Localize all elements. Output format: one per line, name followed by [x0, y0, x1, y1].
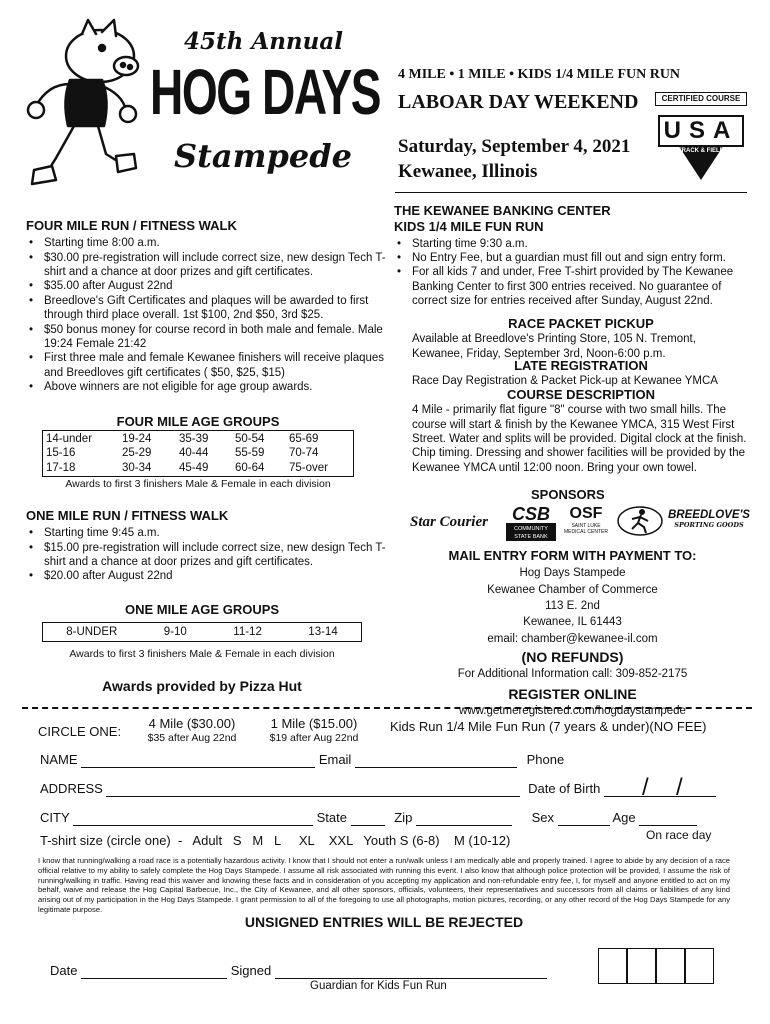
- mail-section: [395, 548, 750, 718]
- city-field[interactable]: [73, 814, 313, 826]
- csb-letters: CSB: [506, 505, 556, 525]
- header-divider: [395, 192, 747, 193]
- signature-field[interactable]: [275, 967, 547, 979]
- state-field[interactable]: [351, 814, 385, 826]
- breedloves-sub: SPORTING GOODS: [674, 521, 744, 529]
- name-row: [40, 752, 564, 768]
- list-item: • Starting time 8:00 a.m.: [26, 236, 386, 250]
- mail-heading: MAIL ENTRY FORM WITH PAYMENT TO:: [448, 548, 697, 563]
- list-item: • Above winners are not eligible for age group awards.: [26, 380, 386, 394]
- option-1-mile-label: 1 Mile ($15.00): [270, 716, 358, 731]
- signed-label: Signed: [230, 963, 272, 978]
- age-group: 8-UNDER: [66, 626, 118, 638]
- sex-label: Sex: [531, 810, 554, 825]
- sponsors-heading: SPONSORS: [531, 487, 605, 502]
- list-item: • $35.00 after August 22nd: [26, 279, 386, 293]
- age-note: On race day: [646, 828, 712, 842]
- option-1-mile-late: $19 after Aug 22nd: [269, 732, 359, 745]
- four-mile-heading: FOUR MILE RUN / FITNESS WALK: [26, 218, 237, 233]
- late-section: [412, 358, 750, 389]
- packet-heading: RACE PACKET PICKUP: [508, 316, 654, 331]
- office-use-box: [627, 948, 656, 984]
- table-row: [46, 446, 350, 460]
- packet-section: [412, 316, 750, 361]
- table-cell: 75-over: [289, 461, 328, 474]
- list-item: • Breedlove's Gift Certificates and plaques will be awarded to first through third place overall. 1st $100, 2nd $50, 3rd $25.: [26, 294, 386, 323]
- dob-slash: /: [642, 774, 649, 802]
- unsigned-warning: UNSIGNED ENTRIES WILL BE REJECTED: [244, 914, 524, 930]
- address-row: [40, 774, 716, 802]
- kids-bullets: [394, 237, 750, 309]
- address-field[interactable]: [106, 785, 520, 797]
- dob-label: Date of Birth: [528, 781, 601, 796]
- age-label: Age: [612, 810, 636, 825]
- table-row: [46, 461, 350, 475]
- csb-name: COMMUNITY STATE BANK: [506, 525, 556, 541]
- four-mile-bullets: [26, 236, 386, 394]
- option-4-mile[interactable]: [140, 716, 244, 745]
- four-mile-age-table: [42, 430, 354, 477]
- table-cell: 65-69: [289, 433, 319, 445]
- info-phone: For Additional Information call: 309-852-2175: [457, 667, 688, 680]
- osf-letters: OSF: [569, 505, 603, 522]
- event-location: Kewanee, Illinois: [398, 161, 538, 182]
- dob-field[interactable]: [604, 774, 716, 802]
- guardian-label: Guardian for Kids Fun Run: [310, 980, 447, 992]
- list-item: • $50 bonus money for course record in both male and female. Male 19:24 Female 21:42: [26, 323, 386, 352]
- one-mile-section: [26, 508, 386, 584]
- table-cell: 17-18: [46, 461, 76, 474]
- table-cell: 19-24: [122, 433, 152, 445]
- one-mile-heading: ONE MILE RUN / FITNESS WALK: [26, 508, 229, 523]
- one-mile-age-table: [42, 622, 362, 642]
- mail-email: email: chamber@kewanee-il.com: [487, 632, 658, 645]
- table-cell: 50-54: [235, 433, 265, 445]
- sex-field[interactable]: [558, 814, 610, 826]
- late-heading: LATE REGISTRATION: [514, 358, 648, 373]
- mail-line: Kewanee, IL 61443: [523, 616, 622, 629]
- one-mile-awards-note: Awards to first 3 finishers Male & Female in each division: [69, 648, 335, 660]
- email-field[interactable]: [355, 756, 517, 768]
- annual-label: 45th Annual: [184, 28, 344, 55]
- table-cell: 55-59: [235, 447, 265, 460]
- mail-line: Kewanee Chamber of Commerce: [487, 583, 658, 596]
- runner-logo: [616, 503, 664, 543]
- option-1-mile[interactable]: [262, 716, 366, 745]
- csb-logo: [506, 505, 556, 541]
- signature-row: [50, 963, 547, 979]
- kids-heading-sponsor: THE KEWANEE BANKING CENTER: [394, 203, 611, 218]
- table-cell: 15-16: [46, 447, 76, 460]
- table-cell: 35-39: [179, 433, 209, 445]
- course-text: 4 Mile - primarily flat figure "8" course with two small hills. The course will start & finish by the Kewanee YMCA, 315 West First Street. Water and splits will be provided. Digital clock at the finish. Chip timing. Dressing and shower facilities will be provided by the Kewanee YMCA until 12:00 noon. Bring your own towel.: [412, 404, 747, 474]
- course-heading: COURSE DESCRIPTION: [506, 387, 656, 402]
- option-kids-run[interactable]: Kids Run 1/4 Mile Fun Run (7 years & under)(NO FEE): [390, 719, 707, 734]
- zip-label: Zip: [394, 810, 413, 825]
- office-use-box: [598, 948, 627, 984]
- four-mile-age-heading: FOUR MILE AGE GROUPS: [116, 414, 280, 429]
- list-item: • $30.00 pre-registration will include correct size, new design Tech T-shirt and a chance at door prizes and gift certificates.: [26, 251, 386, 280]
- packet-text: Available at Breedlove's Printing Store, 105 N. Tremont, Kewanee, Friday, September 3rd, Noon-6:00 p.m.: [412, 333, 696, 360]
- course-section: [412, 387, 750, 475]
- table-cell: 14-under: [46, 433, 93, 445]
- list-item: • Starting time 9:30 a.m.: [394, 237, 750, 251]
- circle-one-label: CIRCLE ONE:: [38, 724, 122, 739]
- email-label: Email: [318, 752, 352, 767]
- table-cell: 40-44: [179, 447, 209, 460]
- mail-line: 113 E. 2nd: [545, 600, 600, 612]
- pizza-hut-credit: Awards provided by Pizza Hut: [102, 678, 302, 694]
- four-mile-section: [26, 218, 386, 394]
- list-item: • No Entry Fee, but a guardian must fill out and sign entry form.: [394, 251, 750, 265]
- register-url[interactable]: www.getmeregistered.com/hogdaystampede: [459, 704, 686, 717]
- hog-mascot: [22, 14, 150, 192]
- event-title: HOG DAYS: [150, 56, 381, 128]
- kids-heading: KIDS 1/4 MILE FUN RUN: [394, 219, 544, 235]
- state-label: State: [316, 810, 347, 825]
- age-group: 11-12: [233, 626, 262, 638]
- table-cell: 25-29: [122, 447, 152, 460]
- four-mile-awards-note: Awards to first 3 finishers Male & Female in each division: [65, 478, 331, 490]
- list-item: • $15.00 pre-registration will include correct size, new design Tech T-shirt and a chance at door prizes and gift certificates.: [26, 541, 386, 570]
- age-field[interactable]: [639, 814, 697, 826]
- option-4-mile-late: $35 after Aug 22nd: [147, 732, 237, 745]
- osf-logo: [560, 505, 612, 535]
- date-label: Date: [50, 963, 78, 978]
- city-label: CITY: [40, 810, 70, 825]
- one-mile-bullets: [26, 526, 386, 584]
- cut-line: [22, 707, 752, 709]
- sponsor-logos: [410, 503, 750, 543]
- table-cell: 60-64: [235, 461, 265, 474]
- breedloves-logo: [668, 509, 750, 529]
- date-field[interactable]: [81, 967, 227, 979]
- table-cell: 70-74: [289, 447, 319, 460]
- name-field[interactable]: [81, 756, 315, 768]
- phone-label: Phone: [526, 752, 565, 767]
- mail-line: Hog Days Stampede: [519, 567, 626, 580]
- dob-slash: /: [676, 774, 683, 802]
- table-row: [46, 432, 350, 446]
- register-online-heading: REGISTER ONLINE: [508, 686, 637, 702]
- age-group: 9-10: [163, 626, 187, 638]
- table-cell: 30-34: [122, 461, 152, 474]
- event-date: Saturday, September 4, 2021: [398, 136, 631, 157]
- no-refunds: (NO REFUNDS): [521, 649, 624, 666]
- usa-letters: USA: [663, 117, 739, 144]
- option-4-mile-label: 4 Mile ($30.00): [148, 716, 236, 731]
- late-text: Race Day Registration & Packet Pick-up at Kewanee YMCA: [412, 375, 718, 388]
- address-label: ADDRESS: [40, 781, 103, 796]
- track-field-label: TRACK & FIELD: [678, 148, 724, 154]
- waiver-text: I know that running/walking a road race is a potentially hazardous activity. I know that I should not enter a run/walk unless I am medically able and properly trained. I agree to abide by any decision of a race official relative to my ability to safely complete the Hog Days Stampede. I assume all risk associated with running this event. I also know that although police protection will be provided, I assume the risk of running/walking in traffic. Having read this waiver and knowing these facts and in consideration of you accepting my application and non-refundable entry fee, I, for myself and anyone entitled to act on my behalf, waive and release the Hog Capital Barbecue, Inc., the City of Kewanee, and all other sponsors, officials, volunteers, their representatives and successors from all claims or liabilities of any kind arising out of my participation in the Hog Days Stampede. I grant permission to all of the foregoing to use all photographs, motion pictures, recording, or any other record of the Hog Days Stampede for any legitimate purpose.: [38, 856, 730, 914]
- name-label: NAME: [40, 752, 78, 767]
- one-mile-age-heading: ONE MILE AGE GROUPS: [124, 602, 280, 617]
- city-row: [40, 810, 697, 826]
- list-item: • First three male and female Kewanee finishers will receive plaques and Breedloves gift certificates ( $50, $25, $15): [26, 351, 386, 380]
- list-item: • For all kids 7 and under, Free T-shirt provided by The Kewanee Banking Center to first 300 entries received. No guarantee of correct size for entries received after Sunday, August 22nd.: [394, 265, 750, 308]
- usatf-certified-logo: [655, 92, 747, 184]
- breedloves-name: BREEDLOVE'S: [668, 509, 750, 521]
- kids-run-section: [394, 203, 750, 308]
- tshirt-size-row[interactable]: T-shirt size (circle one) - Adult S M L XL XXL Youth S (6-8) M (10-12): [40, 833, 511, 848]
- table-cell: 45-49: [179, 461, 209, 474]
- list-item: • Starting time 9:45 a.m.: [26, 526, 386, 540]
- event-subtitle: Stampede: [174, 137, 352, 175]
- office-use-box: [685, 948, 714, 984]
- age-group: 13-14: [308, 626, 338, 638]
- osf-name: SAINT LUKE MEDICAL CENTER: [564, 523, 608, 535]
- office-use-box: [656, 948, 685, 984]
- race-list: 4 MILE • 1 MILE • KIDS 1/4 MILE FUN RUN: [398, 67, 681, 82]
- zip-field[interactable]: [416, 814, 512, 826]
- list-item: • $20.00 after August 22nd: [26, 569, 386, 583]
- star-courier-logo: Star Courier: [410, 514, 488, 530]
- certified-course-label: CERTIFIED COURSE: [655, 92, 747, 106]
- weekend-title: LABOAR DAY WEEKEND: [398, 91, 639, 113]
